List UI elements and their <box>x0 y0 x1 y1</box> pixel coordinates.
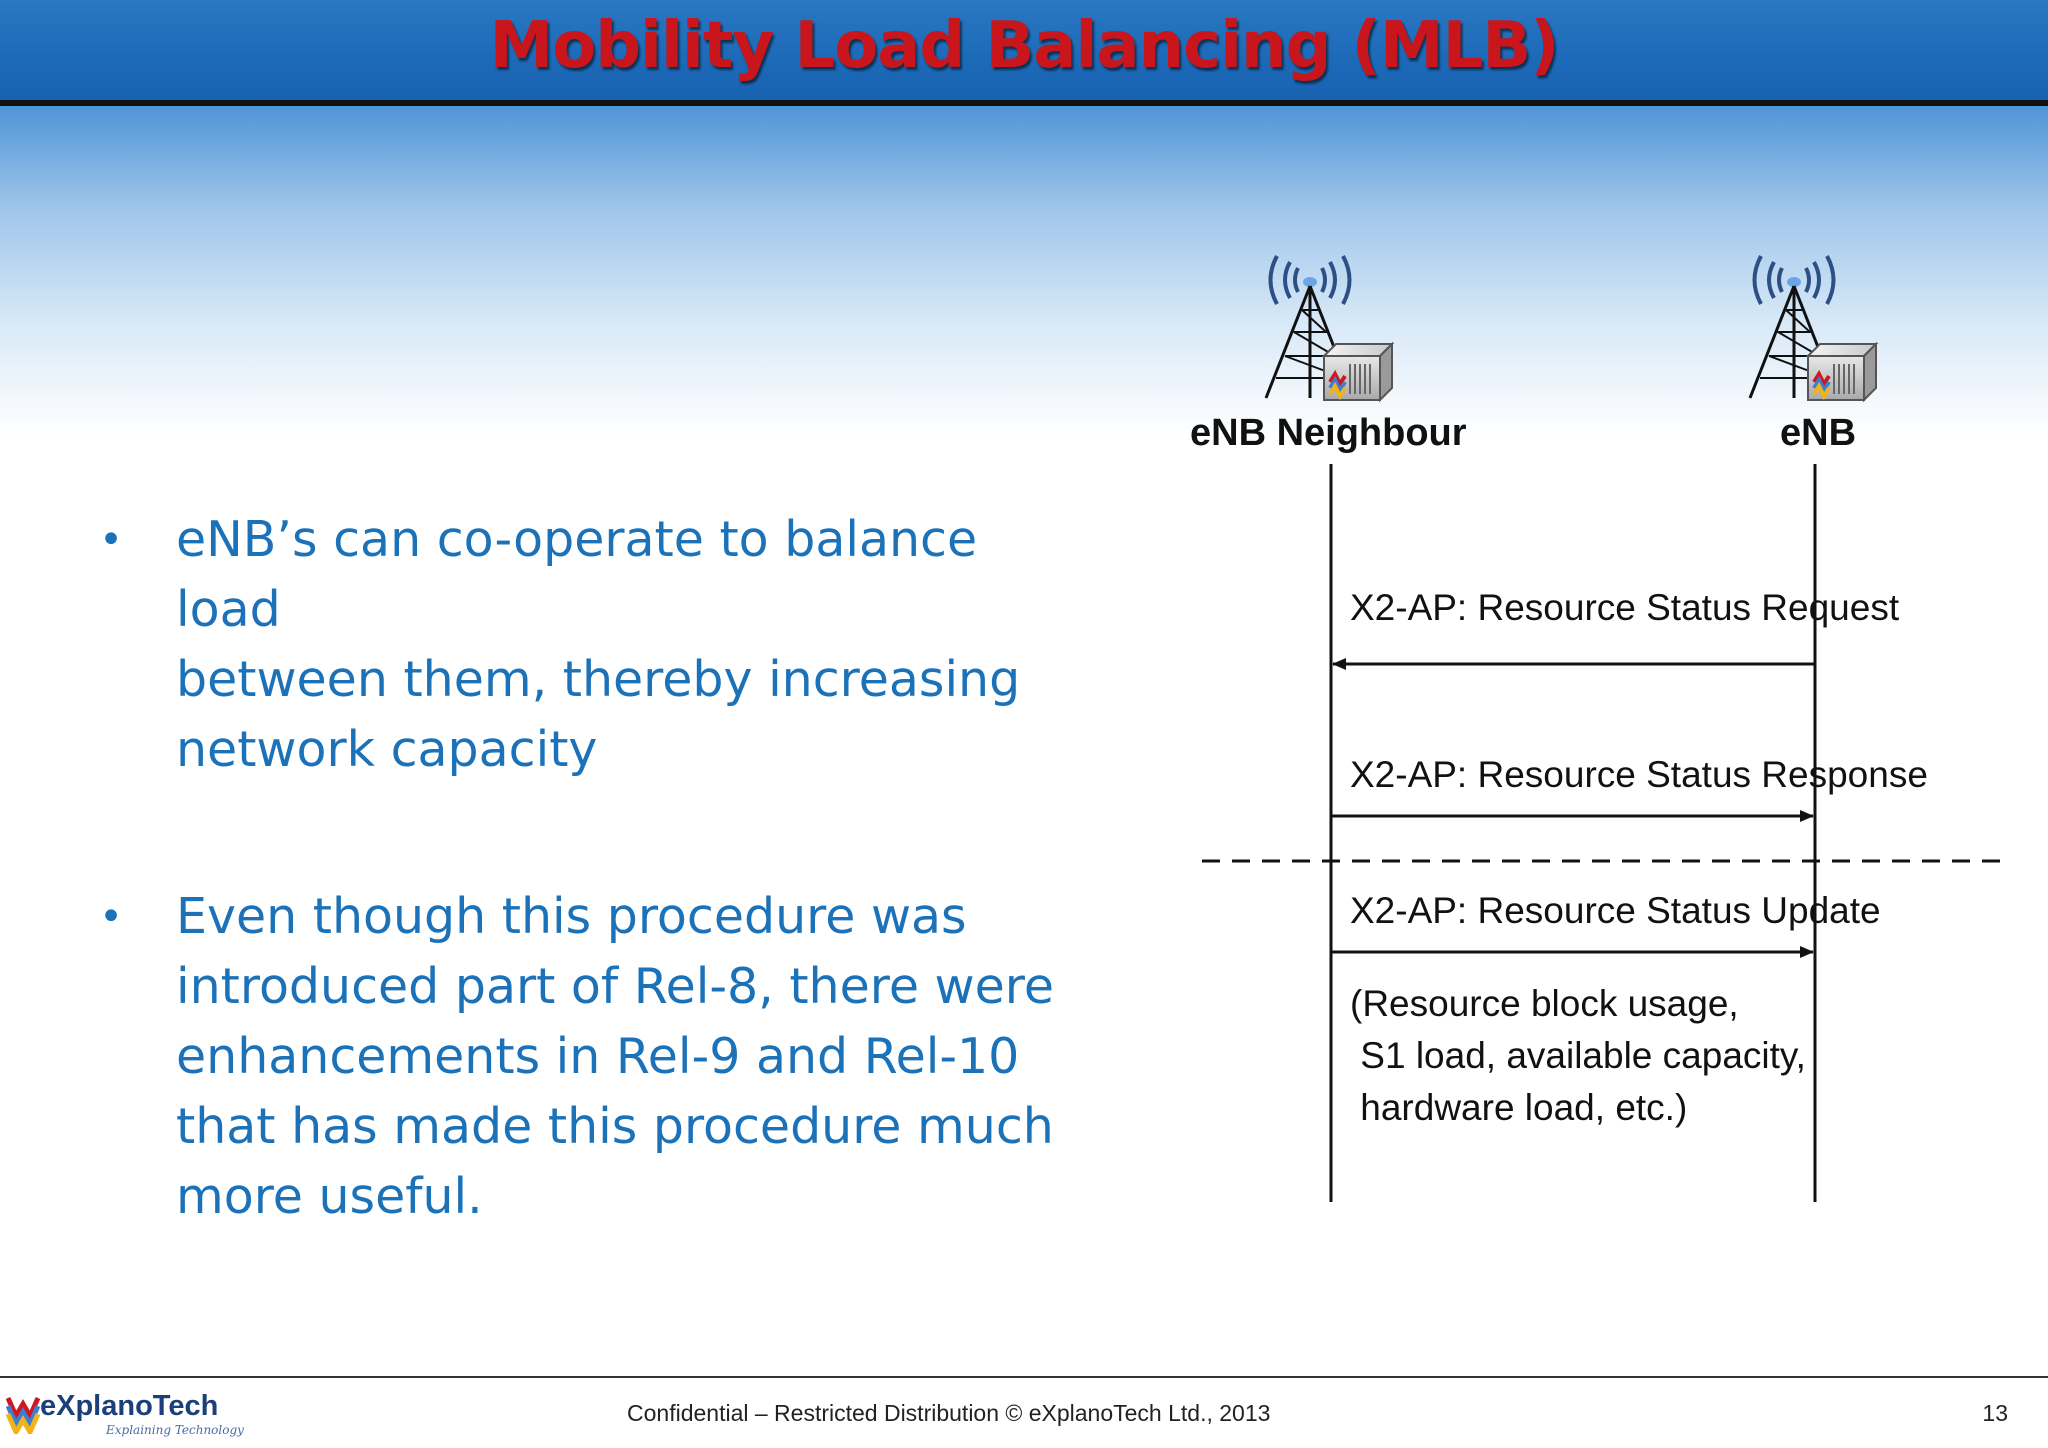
bullet-line: Even though this procedure was <box>176 888 967 945</box>
note-line: (Resource block usage, <box>1350 983 1739 1024</box>
bullet-line: enhancements in Rel-9 and Rel-10 <box>176 1028 1020 1085</box>
message-label-request: X2-AP: Resource Status Request <box>1350 587 1900 628</box>
message-label-response: X2-AP: Resource Status Response <box>1350 754 1928 795</box>
bullet-item <box>96 882 1086 1232</box>
slide-title: Mobility Load Balancing (MLB) <box>489 9 1559 83</box>
bullet-line: eNB’s can co-operate to balance load <box>176 511 978 638</box>
node-label-enb-neighbour: eNB Neighbour <box>1190 412 1467 454</box>
company-logo <box>6 1390 246 1440</box>
bullet-dot-icon: • <box>99 517 123 563</box>
bullet-item <box>96 505 1086 785</box>
bullet-line: introduced part of Rel-8, there were <box>176 958 1054 1015</box>
note-line: S1 load, available capacity, <box>1350 1035 1806 1076</box>
page-number: 13 <box>1982 1400 2008 1426</box>
bullet-line: that has made this procedure much <box>176 1098 1054 1155</box>
note-line: hardware load, etc.) <box>1350 1087 1688 1128</box>
logo-mark-icon <box>6 1390 40 1434</box>
header-gradient <box>0 106 2048 436</box>
bullet-dot-icon: • <box>99 894 123 940</box>
logo-tagline: Explaining Technology <box>106 1423 244 1437</box>
node-label-enb: eNB <box>1780 412 1857 454</box>
logo-name: eXplanoTech <box>40 1390 219 1422</box>
confidential-notice: Confidential – Restricted Distribution © eXplanoTech Ltd., 2013 <box>627 1400 1271 1426</box>
update-note <box>1350 978 1806 1134</box>
bullet-line: between them, thereby increasing <box>176 651 1021 708</box>
message-label-update: X2-AP: Resource Status Update <box>1350 890 1881 931</box>
bullet-line: network capacity <box>176 721 598 778</box>
footer-rule <box>0 1376 2048 1378</box>
bullet-list <box>96 505 1086 1329</box>
bullet-line: more useful. <box>176 1168 483 1225</box>
